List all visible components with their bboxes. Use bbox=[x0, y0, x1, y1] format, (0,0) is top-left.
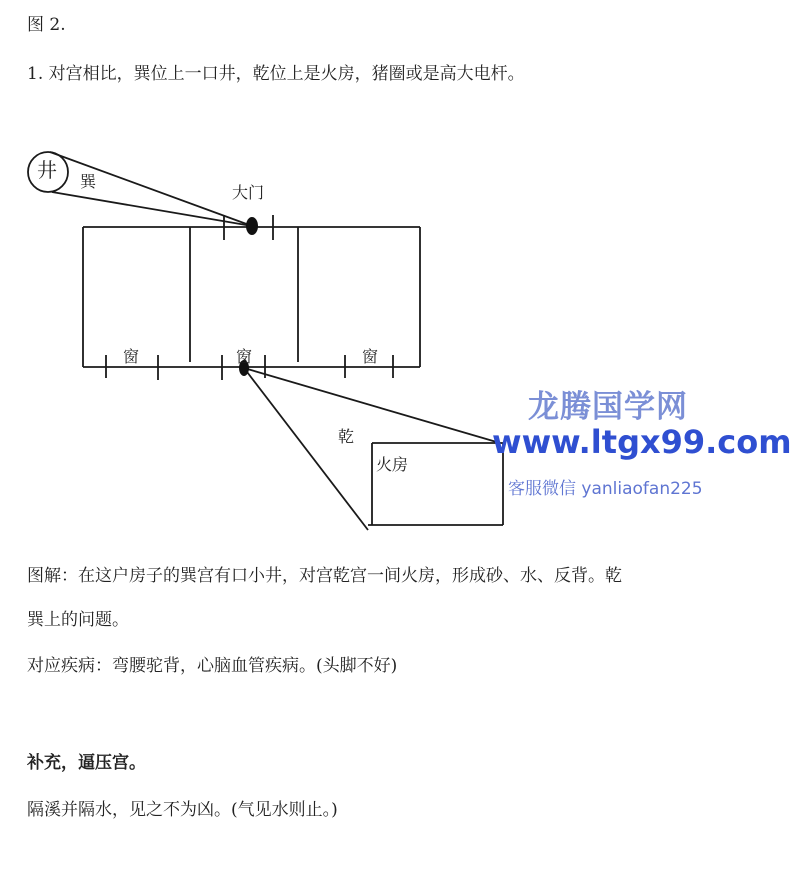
well-door-line-bottom bbox=[52, 192, 252, 226]
window-label-2: 窗 bbox=[236, 347, 253, 366]
door-label: 大门 bbox=[232, 183, 265, 202]
qian-label: 乾 bbox=[338, 427, 355, 446]
window-label-3: 窗 bbox=[362, 347, 379, 366]
well-symbol: 井 bbox=[37, 158, 57, 182]
xun-label: 巽 bbox=[80, 172, 97, 191]
supplement-heading: 补充，逼压宫。 bbox=[27, 753, 146, 773]
window-label-1: 窗 bbox=[123, 347, 140, 366]
watermark-contact: 客服微信 yanliaofan225 bbox=[508, 479, 703, 499]
disease-text: 对应疾病：弯腰驼背，心脑血管疾病。(头脚不好) bbox=[27, 656, 398, 676]
door-dot bbox=[246, 217, 258, 235]
watermark-url: www.ltgx99.com bbox=[492, 423, 792, 461]
point-1-text: 1. 对宫相比，巽位上一口井，乾位上是火房，猪圈或是高大电杆。 bbox=[27, 64, 525, 84]
watermark-name: 龙腾国学网 bbox=[528, 389, 688, 425]
qian-line-top bbox=[244, 368, 500, 443]
explanation-line-1: 图解：在这户房子的巽宫有口小井，对宫乾宫一间火房，形成砂、水、反背。乾 bbox=[27, 566, 622, 586]
qian-line-bottom bbox=[244, 368, 368, 530]
explanation-line-2: 巽上的问题。 bbox=[27, 610, 129, 630]
figure-label: 图 2. bbox=[27, 15, 66, 35]
fire-room-label: 火房 bbox=[376, 455, 409, 474]
supplement-text: 隔溪并隔水，见之不为凶。(气见水则止。) bbox=[27, 800, 338, 820]
